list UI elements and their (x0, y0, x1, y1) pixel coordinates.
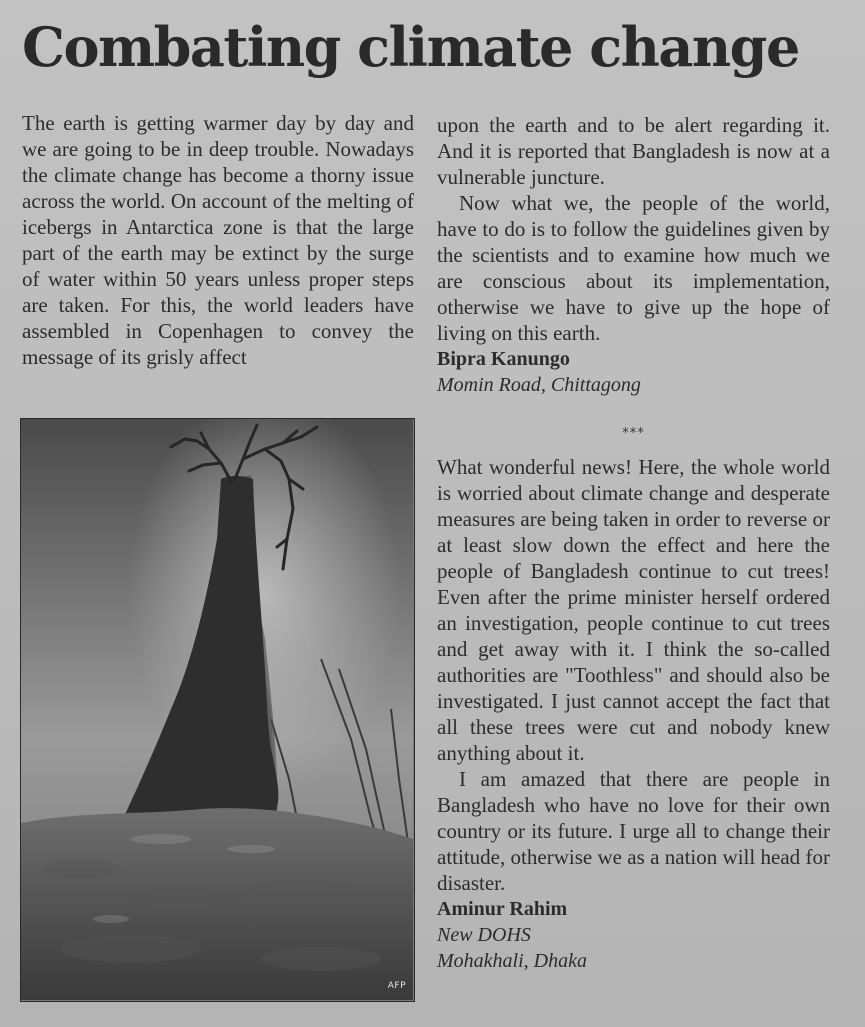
bleed-through-text (140, 0, 780, 2)
letter1-paragraph-1: The earth is getting warmer day by day and we are going to be in deep trouble. Nowadays the climate change has become a thorny issue across the world. On account of the melting of icebergs in Antarctica zone is that the large part of the earth may be extinct by the surge of water within 50 years unless proper steps are taken. For this, the world leaders have assembled in Copenhagen to convey the message of its grisly affect (22, 111, 414, 369)
dead-tree-illustration (21, 419, 413, 1000)
letter1-location: Momin Road, Chittagong (437, 374, 641, 396)
letter2-author: Aminur Rahim (437, 898, 568, 920)
letter-divider: *** (622, 426, 645, 441)
dead-tree-photo (20, 418, 415, 1002)
letter2-column (437, 454, 830, 974)
photo-credit: AFP (387, 981, 406, 991)
letter1-paragraph-2: Now what we, the people of the world, have to do is to follow the guidelines given by the scientists and to examine how much we are conscious about its implementation, otherwise we have to give up the hope of living on this earth. (437, 191, 830, 345)
letter2-paragraph-2: I am amazed that there are people in Bangladesh who have no love for their own country or its future. I urge all to change their attitude, otherwise we as a nation will head for disaster. (437, 767, 830, 895)
letter2-location-line-2: Mohakhali, Dhaka (437, 950, 587, 972)
letter2-location-line-1: New DOHS (437, 924, 531, 946)
letter2-paragraph-1: What wonderful news! Here, the whole world is worried about climate change and desperate measures are being taken in order to reverse or at least slow down the effect and here the people of Bangladesh continue to cut trees! Even after the prime minister herself ordered an investigation, people continue to cut trees and get away with it. I think the so-called authorities are "Toothless" and should also be investigated. I just cannot accept the fact that all these trees were cut and nobody knew anything about it. (437, 455, 830, 765)
headline: Combating climate change (22, 15, 799, 79)
letter1-paragraph-1-continued: upon the earth and to be alert regarding it. And it is reported that Bangladesh is now at a vulnerable juncture. (437, 113, 830, 189)
letter1-author: Bipra Kanungo (437, 348, 570, 370)
letter1-right-column (437, 112, 830, 398)
letter1-left-column (22, 110, 414, 370)
